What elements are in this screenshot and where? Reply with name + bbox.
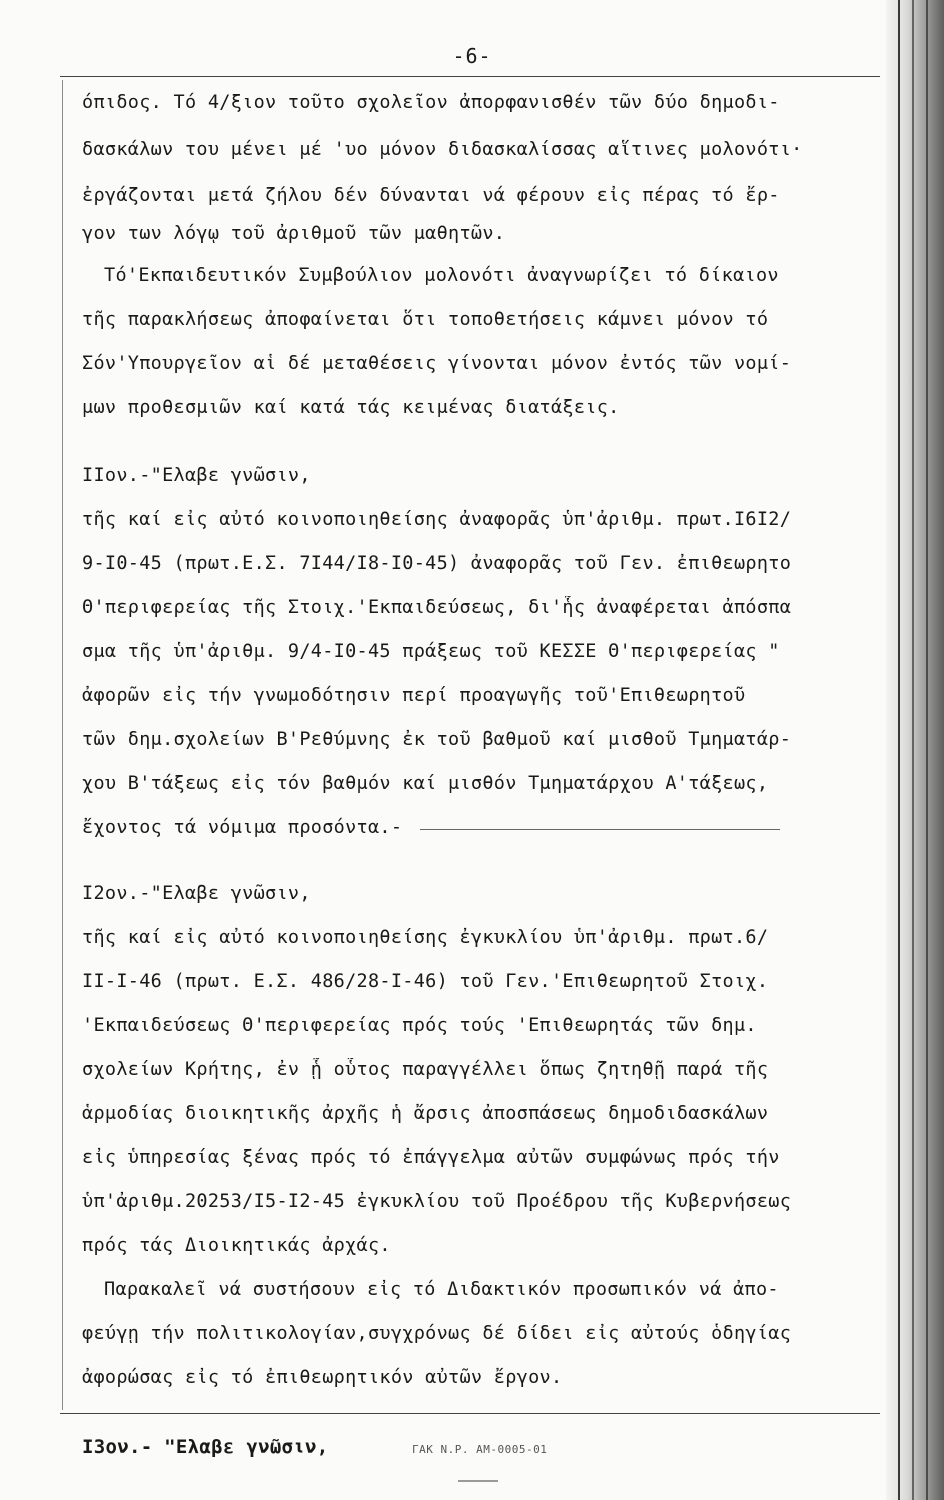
text-line: ἀφορώσας εἰς τό ἐπιθεωρητικόν αὐτῶν ἔργον. (82, 1367, 563, 1388)
text-line: Τό'Εκπαιδευτικόν Συμβούλιον μολονότι ἀναγνωρίζει τό δίκαιον (104, 265, 779, 286)
binding-line (912, 0, 914, 1500)
margin-rule (62, 80, 63, 1410)
section-heading: IIον.-"Ελαβε γνῶσιν, (82, 465, 311, 486)
binding-line (898, 0, 900, 1500)
text-line: πρός τάς Διοικητικάς ἀρχάς. (82, 1235, 391, 1256)
text-line: όπιδος. Τό 4/ξιον τοῦτο σχολεῖον ἀπορφανισθέν τῶν δύο δημοδι- (82, 92, 780, 113)
archive-stamp: ΓΑΚ Ν.Ρ. ΑΜ-0005-01 (412, 1443, 548, 1456)
bottom-rule (60, 1413, 880, 1414)
text-line: ἀφορῶν εἰς τήν γνωμοδότησιν περί προαγωγῆς τοῦ'Επιθεωρητοῦ (82, 685, 746, 706)
section-heading: I3ον.- "Ελαβε γνῶσιν, (82, 1436, 329, 1458)
text-line: εἰς ὑπηρεσίας ξένας πρός τό ἐπάγγελμα αὐτῶν συμφώνως πρός τήν (82, 1147, 780, 1168)
text-line: τῶν δημ.σχολείων Β'Ρεθύμνης ἐκ τοῦ βαθμοῦ καί μισθοῦ Τμηματάρ- (82, 729, 792, 750)
text-line: τῆς καί εἰς αὐτό κοινοποιηθείσης ἐγκυκλίου ὑπ'ἀριθμ. πρωτ.6/ (82, 927, 769, 948)
text-line: δασκάλων του μένει μέ 'υο μόνον διδασκαλίσσας αἵτινες μολονότι· (82, 139, 803, 160)
text-line: ἐργάζονται μετά ζήλου δέν δύνανται νά φέρουν εἰς πέρας τό ἔρ- (82, 185, 780, 206)
text-line: 'Εκπαιδεύσεως Θ'περιφερείας πρός τούς 'Επιθεωρητάς τῶν δημ. (82, 1015, 757, 1036)
text-line: ὑπ'ἀριθμ.20253/I5-I2-45 ἐγκυκλίου τοῦ Προέδρου τῆς Κυβερνήσεως (82, 1191, 792, 1212)
section-heading: I2ον.-"Ελαβε γνῶσιν, (82, 883, 311, 904)
text-line: χου Β'τάξεως εἰς τόν βαθμόν καί μισθόν Τμηματάρχου Α'τάξεως, (82, 773, 769, 794)
page-number: -6- (452, 44, 492, 68)
text-line: γον των λόγῳ τοῦ ἀριθμοῦ τῶν μαθητῶν. (82, 223, 506, 244)
text-line: Σόν'Υπουργεῖον αἱ δέ μεταθέσεις γίνονται μόνον ἐντός τῶν νομί- (82, 353, 792, 374)
bottom-mark (458, 1480, 498, 1482)
text-line: σχολείων Κρήτης, ἐν ᾗ οὗτος παραγγέλλει ὅπως ζητηθῇ παρά τῆς (82, 1059, 769, 1080)
text-line: II-I-46 (πρωτ. Ε.Σ. 486/28-I-46) τοῦ Γεν.'Επιθεωρητοῦ Στοιχ. (82, 971, 769, 992)
text-line: 9-I0-45 (πρωτ.Ε.Σ. 7I44/I8-I0-45) ἀναφορᾶς τοῦ Γεν. ἐπιθεωρητο (82, 553, 792, 574)
top-rule (60, 76, 880, 77)
closing-rule (420, 829, 780, 830)
text-line: μων προθεσμιῶν καί κατά τάς κειμένας διατάξεις. (82, 397, 620, 418)
binding-edge (886, 0, 944, 1500)
text-line: Θ'περιφερείας τῆς Στοιχ.'Εκπαιδεύσεως, δι'ἧς ἀναφέρεται ἀπόσπα (82, 597, 792, 618)
text-line: ἔχοντος τά νόμιμα προσόντα.- (82, 817, 403, 838)
text-line: ἁρμοδίας διοικητικῆς ἀρχῆς ἡ ἄρσις ἀποσπάσεως δημοδιδασκάλων (82, 1103, 769, 1124)
text-line: σμα τῆς ὑπ'ἀριθμ. 9/4-I0-45 πράξεως τοῦ ΚΕΣΣΕ Θ'περιφερείας " (82, 641, 780, 662)
text-line: τῆς καί εἰς αὐτό κοινοποιηθείσης ἀναφορᾶς ὑπ'ἀριθμ. πρωτ.I6I2/ (82, 509, 792, 530)
text-line: φεύγῃ τήν πολιτικολογίαν,συγχρόνως δέ δίδει εἰς αὐτούς ὁδηγίας (82, 1323, 792, 1344)
text-line: Παρακαλεῖ νά συστήσουν εἰς τό Διδακτικόν προσωπικόν νά ἀπο- (104, 1279, 779, 1300)
text-line: τῆς παρακλήσεως ἀποφαίνεται ὅτι τοποθετήσεις κάμνει μόνον τό (82, 309, 769, 330)
binding-line (926, 0, 928, 1500)
